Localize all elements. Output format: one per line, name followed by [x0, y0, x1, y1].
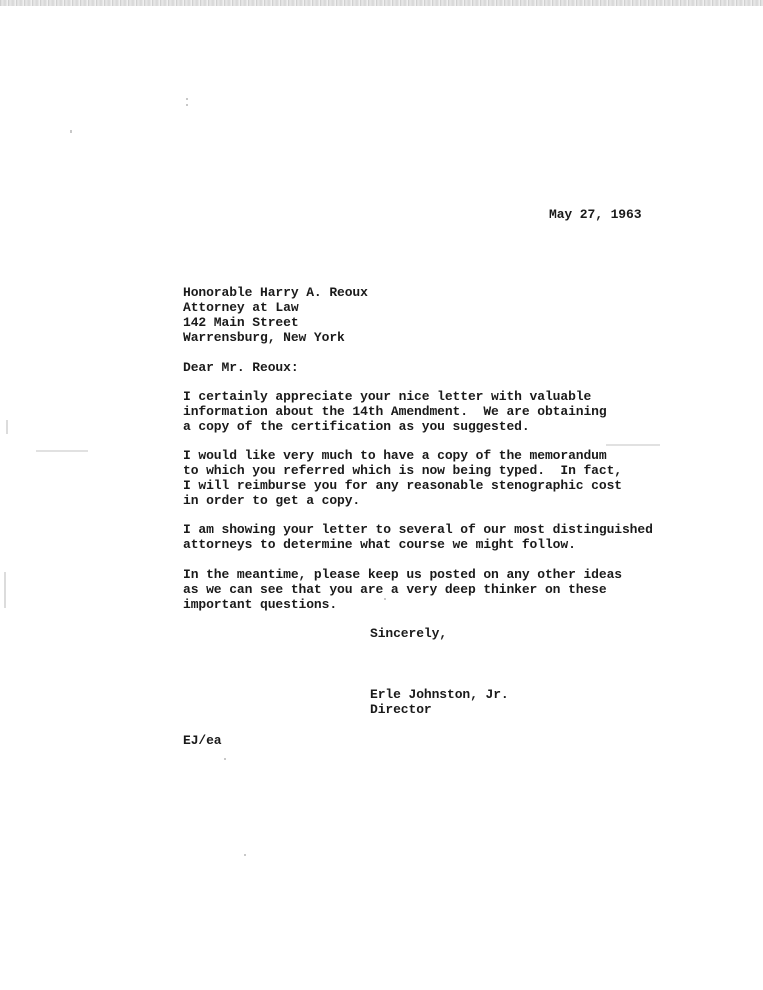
- signer-name: Erle Johnston, Jr.: [370, 687, 509, 702]
- paragraph-line: to which you referred which is now being typed. In fact,: [183, 463, 622, 478]
- scan-speck: [4, 572, 6, 608]
- paragraph-line: I would like very much to have a copy of the memorandum: [183, 448, 607, 463]
- scan-speck: [6, 420, 8, 434]
- scan-edge-artifact: [0, 0, 763, 6]
- paragraph-line: a copy of the certification as you suggested.: [183, 419, 530, 434]
- recipient-name: Honorable Harry A. Reoux: [183, 285, 368, 300]
- paragraph-line: attorneys to determine what course we might follow.: [183, 537, 576, 552]
- paragraph-line: important questions.: [183, 597, 338, 612]
- paragraph-line: I am showing your letter to several of our most distinguished: [183, 522, 653, 537]
- paragraph-line: I will reimburse you for any reasonable stenographic cost: [183, 478, 622, 493]
- paragraph-line: I certainly appreciate your nice letter with valuable: [183, 389, 592, 404]
- scan-speck: [224, 758, 226, 760]
- paragraph-line: In the meantime, please keep us posted on any other ideas: [183, 567, 622, 582]
- scan-speck: [244, 854, 246, 856]
- scan-speck: [606, 444, 660, 446]
- scan-speck: [384, 598, 386, 600]
- recipient-title: Attorney at Law: [183, 300, 299, 315]
- salutation: Dear Mr. Reoux:: [183, 360, 299, 375]
- signer-title: Director: [370, 702, 432, 717]
- paragraph-line: in order to get a copy.: [183, 493, 361, 508]
- typist-initials: EJ/ea: [183, 733, 222, 748]
- paragraph-line: information about the 14th Amendment. We are obtaining: [183, 404, 607, 419]
- recipient-street: 142 Main Street: [183, 315, 299, 330]
- recipient-city: Warrensburg, New York: [183, 330, 345, 345]
- scan-speck: [36, 450, 88, 452]
- scan-speck: [186, 98, 188, 100]
- scan-speck: [70, 130, 72, 133]
- paragraph-line: as we can see that you are a very deep thinker on these: [183, 582, 607, 597]
- closing: Sincerely,: [370, 626, 448, 641]
- letter-date: May 27, 1963: [549, 207, 642, 222]
- scan-speck: [186, 104, 188, 106]
